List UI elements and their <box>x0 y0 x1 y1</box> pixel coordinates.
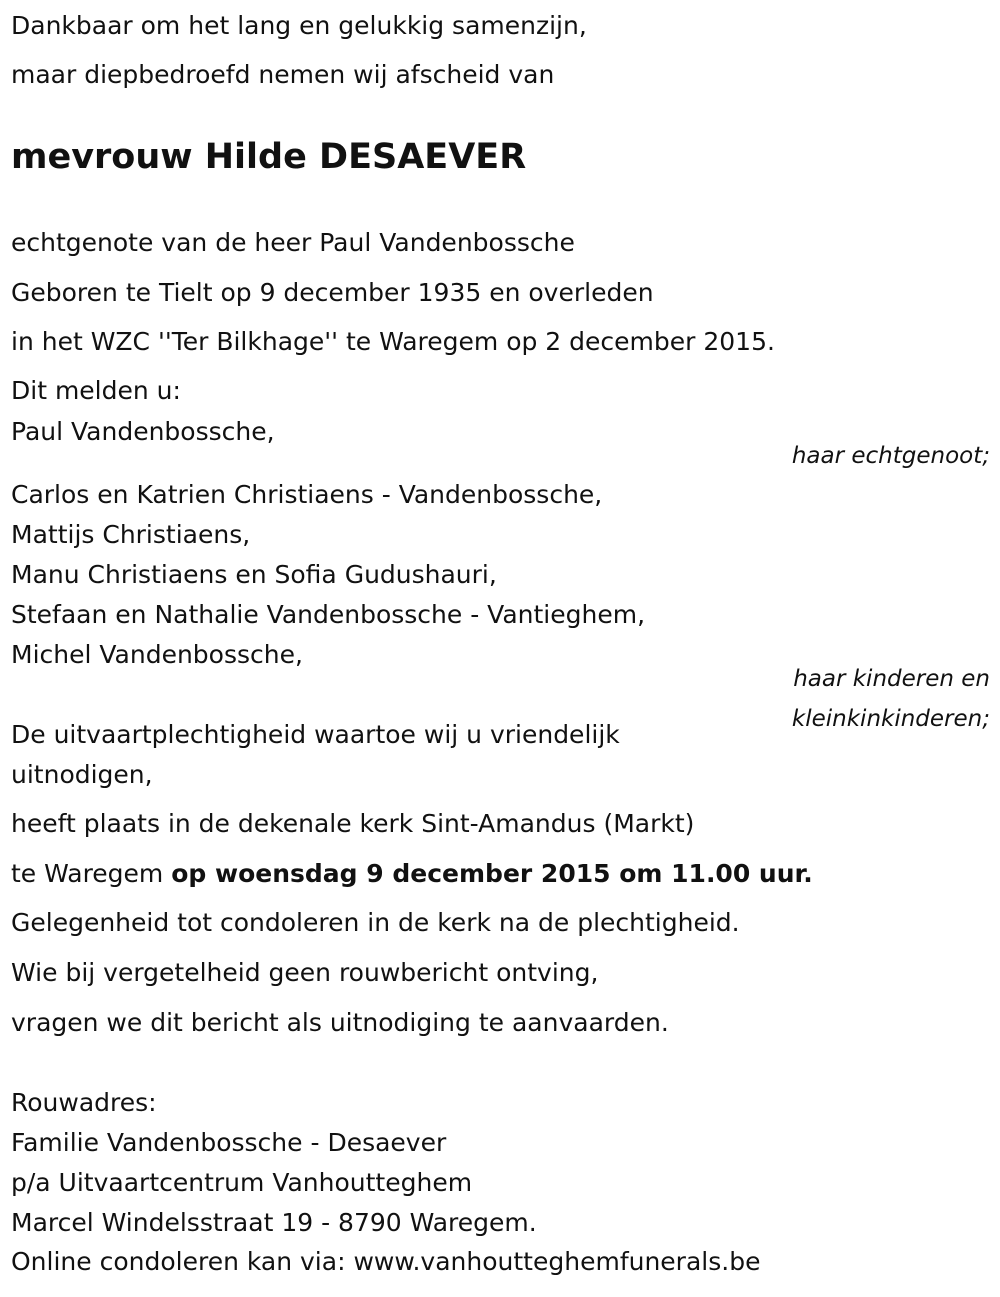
online-condolence-link[interactable]: Online condoleren kan via: www.vanhoutteghemfunerals.be <box>11 1247 761 1276</box>
child-line: Michel Vandenbossche, <box>11 640 303 669</box>
funeral-town-datetime <box>11 859 813 889</box>
birth-line: Geboren te Tielt op 9 december 1935 en overleden <box>11 278 654 307</box>
address-care-of: p/a Uitvaartcentrum Vanhoutteghem <box>11 1168 473 1197</box>
child-line: Mattijs Christiaens, <box>11 520 251 549</box>
child-line: Manu Christiaens en Sofia Gudushauri, <box>11 560 497 589</box>
note-line-1: Wie bij vergetelheid geen rouwbericht ontving, <box>11 958 599 987</box>
deceased-name: mevrouw Hilde DESAEVER <box>11 137 527 177</box>
funeral-invite-1: De uitvaartplechtigheid waartoe wij u vriendelijk <box>11 720 620 749</box>
note-line-2: vragen we dit bericht als uitnodiging te aanvaarden. <box>11 1008 669 1037</box>
funeral-datetime: op woensdag 9 december 2015 om 11.00 uur. <box>171 859 813 888</box>
death-line: in het WZC ''Ter Bilkhage'' te Waregem op 2 december 2015. <box>11 327 775 356</box>
condolence-line: Gelegenheid tot condoleren in de kerk na de plechtigheid. <box>11 908 740 937</box>
funeral-place: heeft plaats in de dekenale kerk Sint-Amandus (Markt) <box>11 809 695 838</box>
intro-line-1: Dankbaar om het lang en gelukkig samenzijn, <box>11 11 587 40</box>
intro-line-2: maar diepbedroefd nemen wij afscheid van <box>11 60 555 89</box>
address-street: Marcel Windelsstraat 19 - 8790 Waregem. <box>11 1208 537 1237</box>
spouse-role: haar echtgenoot; <box>791 443 990 469</box>
funeral-town: te Waregem <box>11 859 172 888</box>
announcers-heading: Dit melden u: <box>11 376 181 405</box>
address-heading: Rouwadres: <box>11 1088 157 1117</box>
spouse-name: Paul Vandenbossche, <box>11 417 275 446</box>
child-line: Carlos en Katrien Christiaens - Vandenbossche, <box>11 480 603 509</box>
spouse-line: echtgenote van de heer Paul Vandenbossche <box>11 228 575 257</box>
child-line: Stefaan en Nathalie Vandenbossche - Vantieghem, <box>11 600 646 629</box>
children-role-line-1: haar kinderen en <box>793 666 990 692</box>
address-family: Familie Vandenbossche - Desaever <box>11 1128 447 1157</box>
children-role-line-2: kleinkinkinderen; <box>791 706 990 732</box>
funeral-invite-2: uitnodigen, <box>11 760 153 789</box>
